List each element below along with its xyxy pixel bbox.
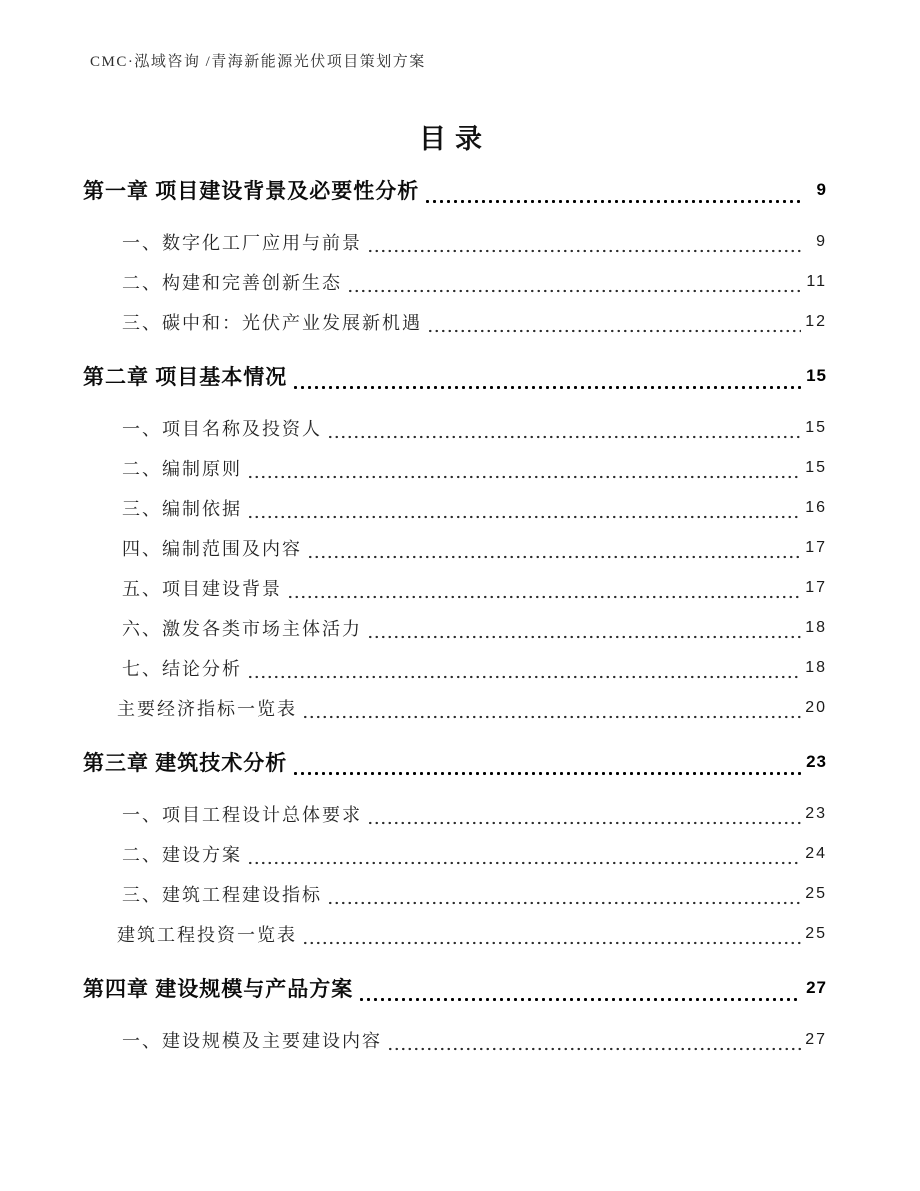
dot-leader xyxy=(424,184,801,205)
toc-entry-page: 24 xyxy=(805,845,827,862)
toc-entry-label: 五、项目建设背景 xyxy=(122,579,282,599)
toc-entry-page: 20 xyxy=(805,699,827,716)
toc-entry-page: 15 xyxy=(805,419,827,436)
toc-entry-page: 25 xyxy=(805,885,827,902)
dot-leader xyxy=(327,888,801,906)
toc-entry-chapter-1[interactable] xyxy=(83,172,827,208)
toc-entry-table-ref[interactable] xyxy=(83,688,827,728)
toc-entry-page: 27 xyxy=(806,978,827,997)
table-of-contents xyxy=(83,172,827,1060)
toc-entry[interactable] xyxy=(83,222,827,262)
toc-entry-page: 15 xyxy=(806,366,827,385)
toc-entry-chapter-2[interactable] xyxy=(83,358,827,394)
dot-leader xyxy=(247,462,801,480)
toc-entry-label: 第三章 建筑技术分析 xyxy=(83,751,288,775)
toc-entry-label: 七、结论分析 xyxy=(122,659,242,679)
dot-leader xyxy=(247,502,801,520)
dot-leader xyxy=(247,662,801,680)
toc-entry[interactable] xyxy=(83,568,827,608)
toc-entry-label: 四、编制范围及内容 xyxy=(122,539,302,559)
dot-leader xyxy=(292,756,801,777)
toc-entry-label: 一、建设规模及主要建设内容 xyxy=(122,1031,382,1051)
dot-leader xyxy=(307,542,801,560)
dot-leader xyxy=(302,928,801,946)
toc-entry-page: 16 xyxy=(805,499,827,516)
dot-leader xyxy=(347,276,801,294)
toc-entry-label: 第二章 项目基本情况 xyxy=(83,365,288,389)
toc-entry[interactable] xyxy=(83,302,827,342)
toc-entry-label: 六、激发各类市场主体活力 xyxy=(122,619,362,639)
toc-entry-page: 17 xyxy=(805,539,827,556)
toc-entry-page: 27 xyxy=(805,1031,827,1048)
toc-entry[interactable] xyxy=(83,648,827,688)
toc-entry-label: 二、构建和完善创新生态 xyxy=(122,273,342,293)
dot-leader xyxy=(247,848,801,866)
dot-leader xyxy=(367,808,801,826)
toc-entry[interactable] xyxy=(83,608,827,648)
document-header: CMC·泓域咨询 /青海新能源光伏项目策划方案 xyxy=(90,54,426,70)
toc-entry[interactable] xyxy=(83,408,827,448)
dot-leader xyxy=(302,702,801,720)
toc-entry-page: 11 xyxy=(806,273,827,290)
dot-leader xyxy=(367,622,801,640)
toc-entry[interactable] xyxy=(83,1020,827,1060)
toc-entry-label: 主要经济指标一览表 xyxy=(117,699,297,719)
toc-entry-label: 一、项目名称及投资人 xyxy=(122,419,322,439)
toc-entry-label: 第四章 建设规模与产品方案 xyxy=(83,977,354,1001)
dot-leader xyxy=(292,370,801,391)
toc-entry-page: 9 xyxy=(816,180,827,199)
toc-entry[interactable] xyxy=(83,488,827,528)
toc-entry-page: 12 xyxy=(805,313,827,330)
page-title: 目录 xyxy=(419,124,491,154)
toc-entry-label: 建筑工程投资一览表 xyxy=(117,925,297,945)
toc-entry-chapter-4[interactable] xyxy=(83,970,827,1006)
toc-entry-label: 二、编制原则 xyxy=(122,459,242,479)
toc-entry-page: 18 xyxy=(805,619,827,636)
dot-leader xyxy=(387,1034,801,1052)
toc-entry-label: 第一章 项目建设背景及必要性分析 xyxy=(83,179,420,203)
toc-entry-page: 9 xyxy=(816,233,827,250)
toc-entry[interactable] xyxy=(83,262,827,302)
toc-entry-page: 15 xyxy=(805,459,827,476)
toc-entry[interactable] xyxy=(83,834,827,874)
toc-entry[interactable] xyxy=(83,528,827,568)
toc-entry-label: 三、编制依据 xyxy=(122,499,242,519)
dot-leader xyxy=(327,422,801,440)
toc-entry-table-ref[interactable] xyxy=(83,914,827,954)
dot-leader xyxy=(367,236,801,254)
toc-entry-page: 23 xyxy=(806,752,827,771)
toc-entry[interactable] xyxy=(83,874,827,914)
toc-entry-label: 三、建筑工程建设指标 xyxy=(122,885,322,905)
toc-entry-page: 17 xyxy=(805,579,827,596)
toc-entry-label: 二、建设方案 xyxy=(122,845,242,865)
toc-entry[interactable] xyxy=(83,794,827,834)
dot-leader xyxy=(287,582,801,600)
toc-entry-page: 25 xyxy=(805,925,827,942)
toc-entry-page: 23 xyxy=(805,805,827,822)
toc-entry-chapter-3[interactable] xyxy=(83,744,827,780)
dot-leader xyxy=(427,316,801,334)
toc-entry-label: 一、数字化工厂应用与前景 xyxy=(122,233,362,253)
toc-entry[interactable] xyxy=(83,448,827,488)
toc-entry-page: 18 xyxy=(805,659,827,676)
dot-leader xyxy=(358,982,801,1003)
toc-entry-label: 一、项目工程设计总体要求 xyxy=(122,805,362,825)
toc-entry-label: 三、碳中和：光伏产业发展新机遇 xyxy=(122,313,422,333)
